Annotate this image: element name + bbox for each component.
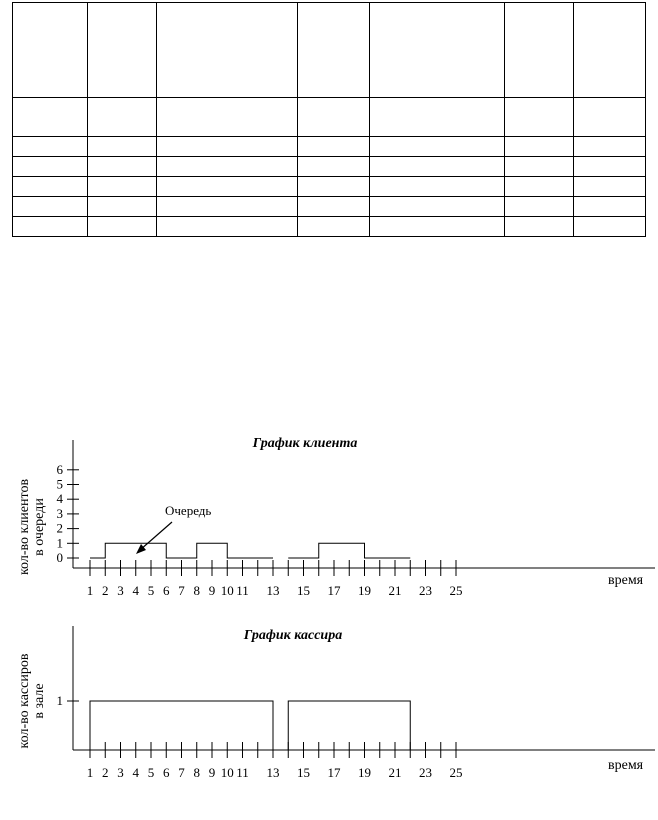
table-cell [157, 137, 298, 157]
c2-x-tick-label: 2 [102, 765, 109, 780]
table-cell [574, 197, 646, 217]
c2-x-tick-label: 9 [208, 765, 216, 780]
table-cell [370, 157, 505, 177]
table-cell [505, 217, 574, 237]
c1-y-tick-label: 0 [56, 550, 63, 565]
c2-x-tick-label: 23 [419, 765, 432, 780]
table-cell [88, 217, 157, 237]
table-cell [13, 217, 88, 237]
table-cell [574, 217, 646, 237]
c2-x-tick-label: 11 [236, 765, 249, 780]
table-cell [88, 98, 157, 137]
c1-x-tick-label: 7 [178, 583, 185, 598]
table-cell [298, 137, 370, 157]
table-cell [157, 177, 298, 197]
c2-x-tick-label: 8 [193, 765, 200, 780]
c1-x-tick-label: 3 [117, 583, 124, 598]
table-cell [298, 157, 370, 177]
c1-y-tick-label: 6 [56, 461, 63, 477]
c1-x-tick-label: 4 [132, 583, 139, 598]
table-cell [157, 98, 298, 137]
table-cell [88, 177, 157, 197]
table-cell [298, 3, 370, 98]
table-cell [13, 197, 88, 217]
table-cell [505, 98, 574, 137]
c1-x-axis-label: время [608, 573, 644, 588]
table-cell [574, 3, 646, 98]
client-chart-axes [17, 440, 655, 598]
table-cell [370, 98, 505, 137]
c2-y-axis-label-line: в зале [32, 683, 47, 719]
table-row [13, 3, 646, 98]
table-cell [370, 137, 505, 157]
table-cell [88, 197, 157, 217]
table-cell [88, 157, 157, 177]
c2-x-tick-label: 25 [449, 765, 463, 780]
c1-y-tick-label: 1 [56, 535, 63, 551]
c2-x-tick-label: 13 [266, 765, 280, 780]
c2-x-tick-label: 15 [297, 765, 310, 780]
table-cell [370, 177, 505, 197]
table-cell [505, 177, 574, 197]
c1-y-axis-label-line: кол-во клиентов [17, 478, 32, 576]
table-cell [298, 177, 370, 197]
table-cell [574, 137, 646, 157]
cashier-chart-title: График кассира [243, 628, 343, 643]
c2-x-tick-label: 5 [147, 765, 155, 780]
c2-x-tick-label: 10 [220, 765, 234, 780]
table-cell [157, 197, 298, 217]
table-cell [574, 157, 646, 177]
c2-x-axis-label: время [608, 758, 644, 773]
c2-y-axis-label [17, 653, 47, 748]
c2-x-tick-label: 21 [388, 765, 402, 780]
c2-y-tick-label: 1 [56, 693, 63, 708]
table-cell [574, 177, 646, 197]
table-cell [505, 3, 574, 98]
cashier-chart-plot [90, 701, 410, 750]
table-cell [157, 3, 298, 98]
table-cell [505, 197, 574, 217]
table-row [13, 177, 646, 197]
c1-x-tick-label: 6 [163, 583, 170, 598]
c2-x-tick-label: 6 [163, 765, 170, 780]
c1-x-tick-label: 23 [419, 583, 432, 598]
c1-x-tick-label: 13 [266, 583, 280, 598]
table-cell [157, 217, 298, 237]
table-cell [13, 177, 88, 197]
table-cell [298, 98, 370, 137]
c1-x-tick-label: 2 [102, 583, 109, 598]
table-cell [370, 217, 505, 237]
c1-x-tick-label: 1 [86, 583, 94, 598]
table-cell [88, 137, 157, 157]
table-cell [298, 217, 370, 237]
table-cell [505, 137, 574, 157]
table-cell [157, 157, 298, 177]
cashier-chart [0, 616, 658, 791]
c1-y-axis-label [17, 479, 47, 575]
c1-y-tick-label: 3 [56, 505, 63, 521]
c1-series-line [90, 543, 273, 558]
client-chart-title: График клиента [252, 436, 358, 451]
c1-x-tick-label: 11 [236, 583, 249, 598]
c2-x-tick-label: 3 [117, 765, 124, 780]
c1-series-line [288, 543, 410, 558]
c1-x-tick-label: 9 [208, 583, 216, 598]
c2-x-tick-label: 17 [327, 765, 341, 780]
c1-x-tick-label: 8 [193, 583, 200, 598]
cashier-chart-axes [17, 626, 655, 780]
table-row [13, 157, 646, 177]
c2-y-axis-label-line: кол-во кассиров [17, 653, 32, 749]
empty-data-table [12, 2, 646, 237]
table-cell [88, 3, 157, 98]
table-cell [574, 98, 646, 137]
c1-x-tick-label: 21 [388, 583, 402, 598]
c1-y-tick-label: 4 [56, 491, 63, 507]
table-row [13, 197, 646, 217]
table-cell [370, 3, 505, 98]
table-cell [13, 3, 88, 98]
c2-x-tick-label: 19 [358, 765, 371, 780]
table-cell [505, 157, 574, 177]
c1-x-tick-label: 5 [147, 583, 155, 598]
c1-x-tick-label: 25 [449, 583, 463, 598]
table-row [13, 98, 646, 137]
table-cell [13, 157, 88, 177]
c1-y-axis-label-line: в очереди [32, 498, 47, 556]
c1-x-tick-label: 19 [358, 583, 371, 598]
c1-y-tick-label: 2 [56, 520, 63, 536]
c1-annotation-arrow [140, 522, 172, 550]
c1-y-tick-label: 5 [56, 476, 63, 492]
table-row [13, 217, 646, 237]
c1-x-tick-label: 15 [297, 583, 310, 598]
table-row [13, 137, 646, 157]
table-cell [13, 98, 88, 137]
table-cell [298, 197, 370, 217]
c1-x-tick-label: 10 [220, 583, 234, 598]
c1-x-tick-label: 17 [327, 583, 341, 598]
c2-x-tick-label: 4 [132, 765, 139, 780]
c1-annotation: Очередь [165, 503, 212, 518]
table-cell [370, 197, 505, 217]
c2-x-tick-label: 7 [178, 765, 185, 780]
c2-x-tick-label: 1 [86, 765, 94, 780]
table-cell [13, 137, 88, 157]
